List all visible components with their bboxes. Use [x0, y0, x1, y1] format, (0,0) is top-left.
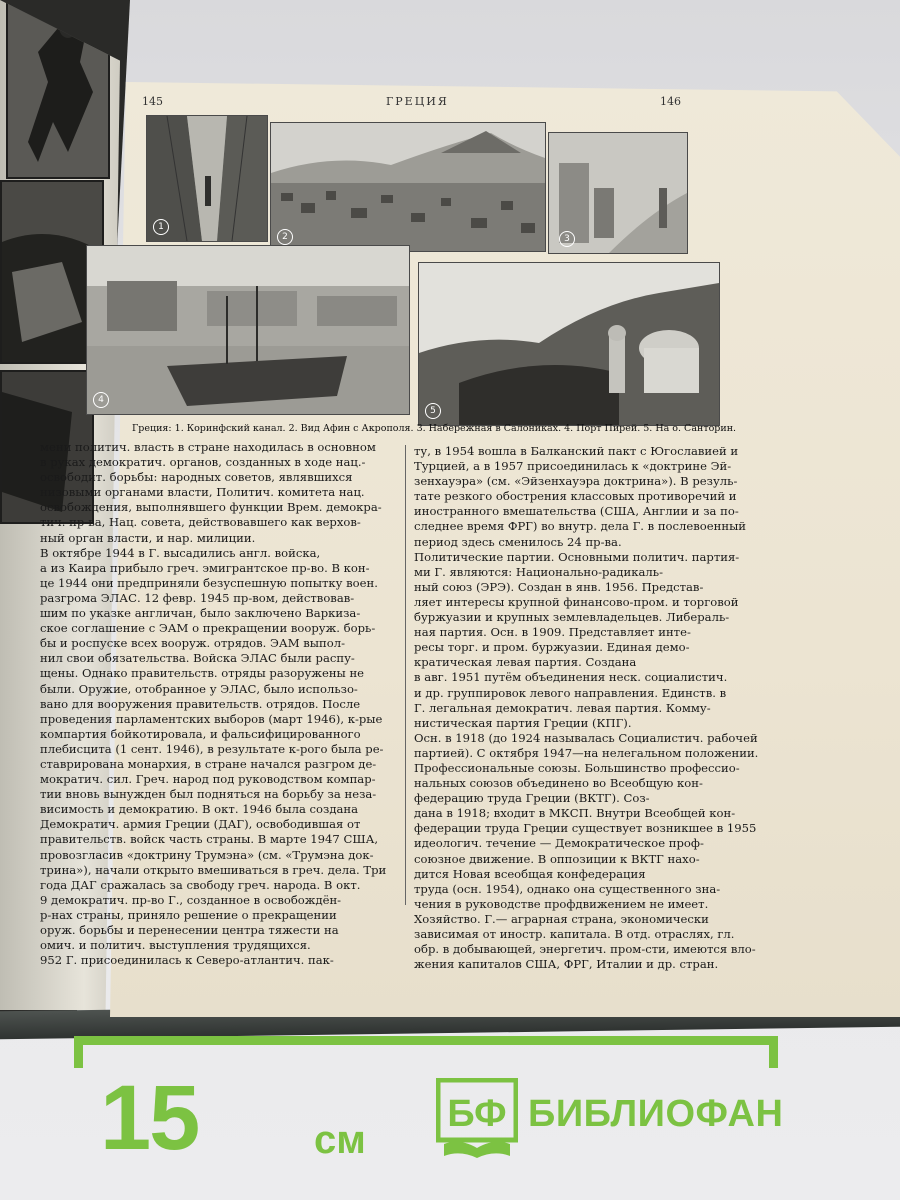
- text-line: жения капиталов США, ФРГ, Италии и др. стран.: [414, 957, 719, 972]
- right-text-column: [414, 444, 794, 972]
- text-line: проведения парламентских выборов (март 1946), к-рые: [40, 711, 383, 726]
- text-line: р-нах страны, приняло решение о прекращении: [40, 907, 337, 922]
- text-line: следнее время ФРГ) во внутр. дела Г. в послевоенный: [414, 519, 747, 534]
- text-line: освобождения, выполнявшего функции Врем. демокра-: [40, 500, 382, 515]
- text-line: плебисцита (1 сент. 1946), в результате к-рого была ре-: [40, 741, 384, 756]
- text-line: В октябре 1944 в Г. высадились англ. войска,: [40, 545, 321, 560]
- text-line: зенхауэра» (см. «Эйзенхауэра доктрина»). В резуль-: [414, 474, 738, 489]
- photo-caption: Греция: 1. Коринфский канал. 2. Вид Афин с Акрополя. 3. Набережная в Салониках. 4. Порт Пирей. 5. На о. Санторин.: [132, 423, 737, 434]
- brand-name: БИБЛИОФАН: [528, 1093, 784, 1135]
- text-line: кратическая левая партия. Создана: [414, 655, 637, 670]
- text-line: партией). С октября 1947—на нелегальном положении.: [414, 745, 759, 760]
- text-line: правительств. войск часть страны. В марте 1947 США,: [40, 832, 379, 847]
- text-line: ресы торг. и пром. буржуазии. Единая демо-: [414, 640, 690, 655]
- text-line: идеологич. течение — Демократическое проф-: [414, 836, 704, 851]
- text-line: омич. и политич. выступления трудящихся.: [40, 938, 311, 953]
- text-line: 9 демократич. пр-во Г., созданное в освобождён-: [40, 892, 342, 907]
- text-line: трина»), начали открыто вмешиваться в греч. дела. Три: [40, 862, 387, 877]
- photo-number-badge: 4: [93, 392, 109, 408]
- text-line: и др. группировок левого направления. Единств. в: [414, 685, 727, 700]
- text-line: провозгласив «доктрину Трумэна» (см. «Трумэна док-: [40, 847, 374, 862]
- text-line: союзное движение. В оппозиции к ВКТГ нахо-: [414, 851, 700, 866]
- size-label: 15: [100, 1067, 199, 1169]
- text-line: тии вновь вынужден был подняться на борьбу за неза-: [40, 787, 377, 802]
- running-title: ГРЕЦИЯ: [386, 95, 449, 108]
- text-line: разгрома ЭЛАС. 12 февр. 1945 пр-вом, действовав-: [40, 590, 355, 605]
- text-line: чения в руководстве профдвижением не имеет.: [414, 896, 709, 911]
- scale-bracket: [74, 1036, 778, 1068]
- photo-number-badge: 3: [559, 231, 575, 247]
- text-line: нил свои обязательства. Войска ЭЛАС были распу-: [40, 651, 355, 666]
- text-line: 952 Г. присоединилась к Северо-атлантич. пак-: [40, 953, 334, 968]
- text-line: нистическая партия Греции (КПГ).: [414, 715, 632, 730]
- text-line: а из Каира прибыло греч. эмигрантское пр-во. В кон-: [40, 560, 370, 575]
- text-line: в авг. 1951 путём объединения неск. социалистич.: [414, 670, 728, 685]
- text-line: ный союз (ЭРЭ). Создан в янв. 1956. Представ-: [414, 579, 704, 594]
- photo-number-badge: 5: [425, 403, 441, 419]
- text-line: мократич. сил. Греч. народ под руководством компар-: [40, 772, 376, 787]
- text-line: Профессиональные союзы. Большинство профессио-: [414, 760, 740, 775]
- photo-number-badge: 2: [277, 229, 293, 245]
- text-line: Осн. в 1918 (до 1924 называлась Социалистич. рабочей: [414, 730, 758, 745]
- text-line: иностранного вмешательства (США, Англии и за по-: [414, 504, 739, 519]
- text-line: период здесь сменилось 24 пр-ва.: [414, 534, 622, 549]
- text-line: Г. легальная демократич. левая партия. Комму-: [414, 700, 711, 715]
- text-line: висимость и демократию. В окт. 1946 была создана: [40, 802, 359, 817]
- text-line: дана в 1918; входит в МКСП. Внутри Всеобщей кон-: [414, 806, 736, 821]
- text-line: щены. Однако правительств. отряды разоружены не: [40, 666, 365, 681]
- text-line: це 1944 они предприняли безуспешную попытку воен.: [40, 575, 378, 590]
- photo-number-badge: 1: [153, 219, 169, 235]
- text-line: Политические партии. Основными политич. партия-: [414, 549, 740, 564]
- text-line: компартия бойкотировала, и фальсифицированного: [40, 726, 361, 741]
- text-line: мени политич. власть в стране находилась в основном: [40, 440, 376, 454]
- photo-athens-view: [270, 122, 546, 252]
- column-divider: [405, 445, 406, 905]
- text-line: труда (осн. 1954), однако она существенного зна-: [414, 881, 721, 896]
- text-line: вано для вооружения правительств. отрядов. После: [40, 696, 361, 711]
- photo-piraeus-port: [86, 245, 410, 415]
- text-line: ту, в 1954 вошла в Балканский пакт с Югославией и: [414, 444, 739, 458]
- photo-corinth-canal: [146, 115, 268, 242]
- page-number-left: 145: [142, 95, 163, 108]
- photo-thessaloniki-embankment: [548, 132, 688, 254]
- text-line: дится Новая всеобщая конфедерация: [414, 866, 646, 881]
- size-unit: см: [314, 1118, 366, 1162]
- text-line: года ДАГ сражалась за свободу греч. народа. В окт.: [40, 877, 361, 892]
- text-line: Демократич. армия Греции (ДАГ), освободившая от: [40, 817, 361, 832]
- text-line: ляет интересы крупной финансово-пром. и торговой: [414, 594, 739, 609]
- text-line: буржуазии и крупных землевладельцев. Либераль-: [414, 610, 730, 625]
- text-line: ми Г. являются: Национально-радикаль-: [414, 564, 663, 579]
- text-line: тич. пр-ва, Нац. совета, действовавшего как верхов-: [40, 515, 361, 530]
- text-line: ный орган власти, и нар. милиции.: [40, 530, 256, 545]
- page-number-right: 146: [660, 95, 681, 108]
- text-line: зависимая от иностр. капитала. В отд. отраслях, гл.: [414, 927, 735, 941]
- text-line: тате резкого обострения классовых противоречий и: [414, 489, 737, 504]
- text-line: Хозяйство. Г.— аграрная страна, экономически: [414, 911, 709, 926]
- text-line: ское соглашение с ЭАМ о прекращении вооруж. борь-: [40, 621, 376, 636]
- photo-santorini: [418, 262, 720, 426]
- text-line: в руках демократич. органов, созданных в ходе нац.-: [40, 455, 366, 470]
- text-line: ставрирована монархия, в стране начался разгром де-: [40, 756, 377, 771]
- left-text-column: [40, 440, 395, 968]
- brand-logo: [436, 1078, 518, 1160]
- text-line: федерации труда Греции существует возникшее в 1955: [414, 821, 757, 836]
- text-line: были. Оружие, отобранное у ЭЛАС, было использо-: [40, 681, 358, 696]
- text-line: низовыми органами власти, Политич. комитета нац.: [40, 485, 365, 500]
- logo-text: БФ: [447, 1093, 507, 1135]
- text-line: нальных союзов объединено во Всеобщую кон-: [414, 776, 703, 791]
- text-line: ная партия. Осн. в 1909. Представляет инте-: [414, 625, 691, 640]
- text-line: Турцией, а в 1957 присоединилась к «доктрине Эй-: [414, 459, 732, 474]
- text-line: бы и роспуске всех вооруж. отрядов. ЭАМ выпол-: [40, 636, 346, 651]
- text-line: освободит. борьбы: народных советов, являвшихся: [40, 470, 353, 485]
- text-line: оруж. борьбы и перенесении центра тяжести на: [40, 923, 339, 937]
- text-line: обр. в добывающей, энергетич. пром-сти, имеются вло-: [414, 942, 756, 957]
- book-logo-icon: [436, 1078, 518, 1160]
- text-line: федерацию труда Греции (ВКТГ). Соз-: [414, 791, 650, 806]
- text-line: шим по указке англичан, было заключено Варкиза-: [40, 606, 361, 621]
